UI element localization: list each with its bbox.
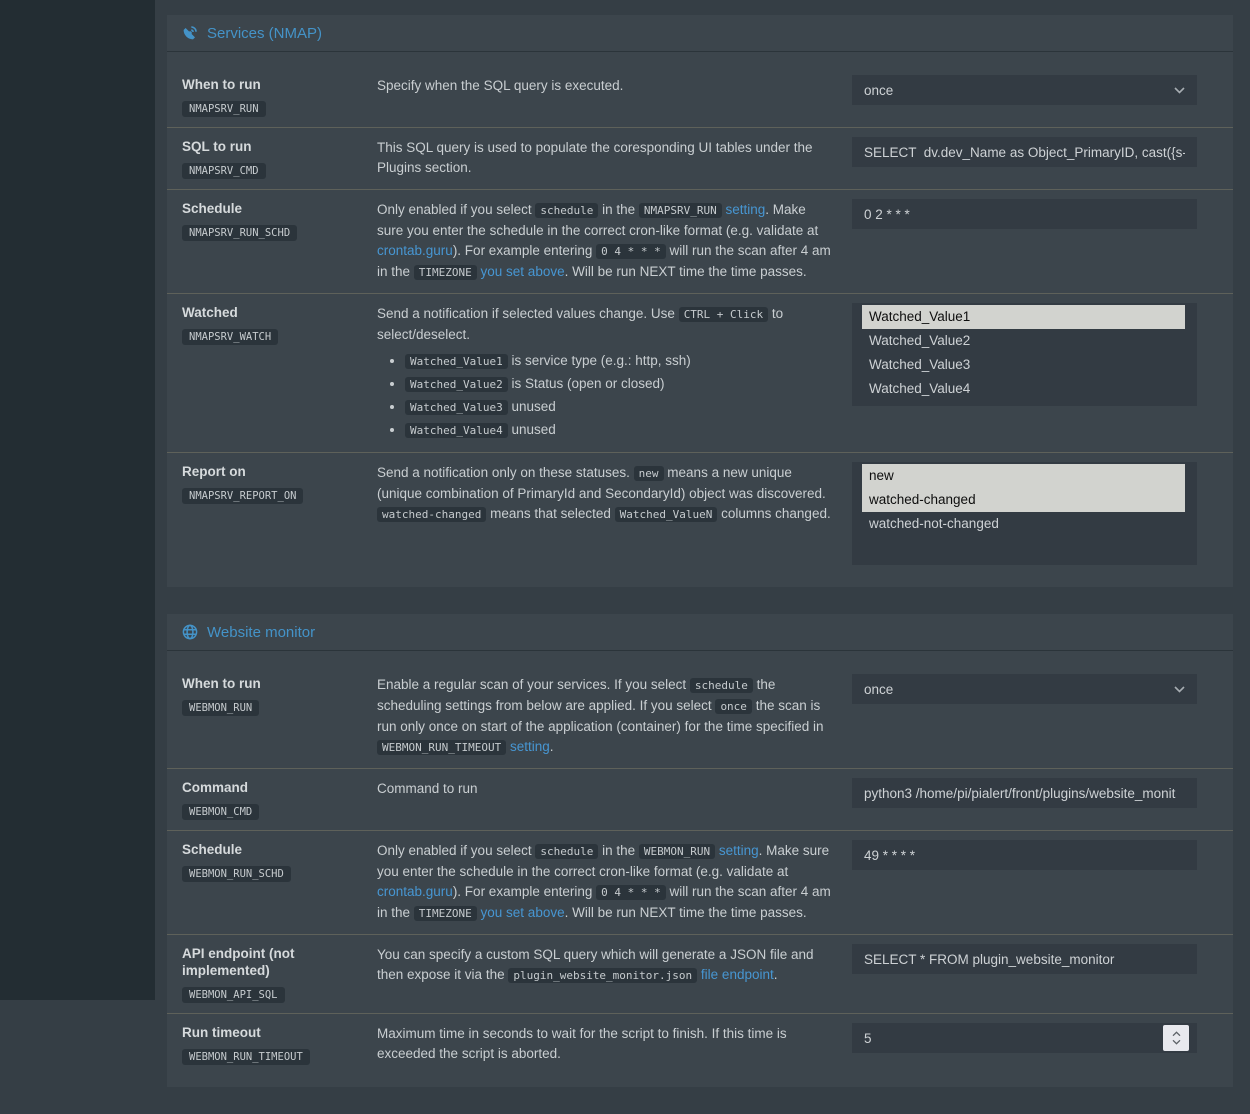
setting-label: Report on <box>182 464 246 479</box>
link[interactable]: file endpoint <box>700 967 774 982</box>
text: will run the scan after 4 am in the <box>377 884 831 920</box>
setting-control <box>852 302 1197 442</box>
listbox-option[interactable]: new <box>862 464 1185 488</box>
inline-code: 0 4 * * * <box>596 885 666 900</box>
setting-label-cell <box>182 461 377 565</box>
setting-label: Schedule <box>182 201 243 216</box>
text: ). For example entering <box>452 884 597 899</box>
text: unused <box>507 422 556 437</box>
settings-row-webmon-run-timeout <box>167 1013 1233 1087</box>
setting-control <box>852 777 1197 820</box>
text: . Make sure you enter the schedule in the correct cron-like format (e.g. validate at <box>377 202 819 238</box>
webmon-cmd-input[interactable] <box>852 778 1197 808</box>
text: Specify when the SQL query is executed. <box>377 78 624 93</box>
text: . <box>773 967 778 982</box>
link[interactable]: setting <box>725 202 766 217</box>
setting-label-cell <box>182 943 377 1003</box>
setting-description <box>377 198 852 283</box>
setting-code-badge: WEBMON_CMD <box>182 804 259 820</box>
link[interactable]: crontab.guru <box>377 884 453 899</box>
number-value: 5 <box>864 1030 872 1046</box>
settings-row-nmapsrv-run-schd <box>167 189 1233 293</box>
nmapsrv-run-select[interactable] <box>852 75 1197 105</box>
inline-code: WEBMON_RUN_TIMEOUT <box>377 740 506 755</box>
inline-code: schedule <box>535 203 598 218</box>
inline-code: CTRL + Click <box>679 307 768 322</box>
settings-row-nmapsrv-watch <box>167 293 1233 452</box>
setting-control <box>852 136 1197 179</box>
setting-code-badge: NMAPSRV_REPORT_ON <box>182 488 303 504</box>
setting-code-badge: WEBMON_RUN <box>182 700 259 716</box>
setting-description <box>377 302 852 442</box>
select-value: once <box>864 82 894 98</box>
settings-panel-website-monitor <box>167 614 1233 1087</box>
setting-label: Watched <box>182 305 238 320</box>
text: the scan is run only once on start of the application (container) for the time specified in <box>377 698 824 734</box>
inline-code: new <box>634 466 664 481</box>
select-value: once <box>864 681 894 697</box>
panel-body <box>167 52 1233 587</box>
setting-label: Schedule <box>182 842 243 857</box>
settings-row-nmapsrv-cmd <box>167 127 1233 189</box>
spinner-down-button[interactable] <box>1172 1039 1181 1045</box>
satellite-dish-icon <box>182 25 198 41</box>
chevron-down-icon <box>1174 686 1185 693</box>
settings-row-nmapsrv-report-on <box>167 452 1233 587</box>
text: Command to run <box>377 781 478 796</box>
inline-code: TIMEZONE <box>414 265 477 280</box>
setting-description <box>377 74 852 117</box>
setting-description <box>377 777 852 820</box>
chevron-down-icon <box>1174 87 1185 94</box>
bullet-item <box>405 419 834 442</box>
text: . <box>549 739 554 754</box>
globe-icon <box>182 624 198 640</box>
bullet-item <box>405 373 834 396</box>
inline-code: Watched_Value3 <box>405 400 508 415</box>
text: means a new unique (unique combination of PrimaryId and SecondaryId) object was discovered. <box>377 465 826 501</box>
setting-label-cell <box>182 777 377 820</box>
settings-row-webmon-cmd <box>167 768 1233 830</box>
inline-code: Watched_ValueN <box>615 507 718 522</box>
setting-label-cell <box>182 136 377 179</box>
text: . Make sure you enter the schedule in the correct cron-like format (e.g. validate at <box>377 843 830 879</box>
listbox-option[interactable]: Watched_Value4 <box>869 381 971 396</box>
setting-control <box>852 461 1197 565</box>
settings-panel-services-nmap <box>167 15 1233 587</box>
text: ). For example entering <box>452 243 597 258</box>
text: unused <box>507 399 556 414</box>
setting-control <box>852 198 1197 283</box>
main-content <box>155 0 1250 1114</box>
setting-code-badge: NMAPSRV_RUN_SCHD <box>182 225 297 241</box>
setting-description <box>377 461 852 565</box>
settings-row-webmon-run <box>167 651 1233 768</box>
inline-code: 0 4 * * * <box>596 244 666 259</box>
webmon-run-schd-input[interactable] <box>852 840 1197 870</box>
inline-code: schedule <box>690 678 753 693</box>
inline-code: TIMEZONE <box>414 906 477 921</box>
setting-code-badge: NMAPSRV_WATCH <box>182 329 278 345</box>
text: . Will be run NEXT time the time passes. <box>564 905 807 920</box>
text: Only enabled if you select <box>377 843 536 858</box>
section-title: Website monitor <box>207 623 316 641</box>
setting-description <box>377 673 852 758</box>
inline-code: plugin_website_monitor.json <box>508 968 697 983</box>
webmon-run-timeout-input[interactable] <box>852 1023 1197 1053</box>
link[interactable]: you set above <box>480 264 565 279</box>
link[interactable]: setting <box>509 739 550 754</box>
text: Send a notification if selected values change. Use <box>377 306 679 321</box>
setting-description <box>377 1022 852 1065</box>
text: You can specify a custom SQL query which will generate a JSON file and then expose it via the <box>377 947 814 982</box>
panel-header <box>167 15 1233 52</box>
setting-code-badge: NMAPSRV_RUN <box>182 101 266 117</box>
setting-label-cell <box>182 198 377 283</box>
setting-control <box>852 839 1197 924</box>
settings-row-webmon-run-schd <box>167 830 1233 934</box>
text: . Will be run NEXT time the time passes. <box>564 264 807 279</box>
inline-code: schedule <box>535 844 598 859</box>
text: in the <box>598 202 639 217</box>
text: Maximum time in seconds to wait for the script to finish. If this time is exceeded the script is aborted. <box>377 1026 787 1061</box>
section-title: Services (NMAP) <box>207 24 323 42</box>
link[interactable]: setting <box>718 843 759 858</box>
text: This SQL query is used to populate the coresponding UI tables under the Plugins section. <box>377 140 813 175</box>
setting-label-cell <box>182 74 377 117</box>
bullet-item <box>405 396 834 419</box>
text: is Status (open or closed) <box>507 376 665 391</box>
setting-label-cell <box>182 673 377 758</box>
setting-label: When to run <box>182 77 261 92</box>
setting-label-cell <box>182 302 377 442</box>
webmon-run-select[interactable] <box>852 674 1197 704</box>
text: means that selected <box>486 506 615 521</box>
listbox-option[interactable]: watched-changed <box>862 488 1185 512</box>
nmapsrv-report-on-listbox[interactable] <box>852 462 1197 565</box>
text: in the <box>598 843 639 858</box>
text: to select/deselect. <box>377 306 784 342</box>
setting-code-badge: WEBMON_RUN_SCHD <box>182 866 291 882</box>
text: columns changed. <box>717 506 831 521</box>
setting-code-badge: WEBMON_API_SQL <box>182 987 285 1003</box>
text: Only enabled if you select <box>377 202 536 217</box>
setting-label: Command <box>182 780 249 795</box>
panel-body <box>167 651 1233 1087</box>
nmapsrv-watch-listbox[interactable] <box>852 303 1197 406</box>
nmapsrv-cmd-input[interactable] <box>852 137 1197 167</box>
setting-label: Run timeout <box>182 1025 261 1040</box>
listbox-option[interactable]: Watched_Value1 <box>862 305 1185 329</box>
settings-row-webmon-api-sql <box>167 934 1233 1013</box>
inline-code: WEBMON_RUN <box>639 844 715 859</box>
nmapsrv-run-schd-input[interactable] <box>852 199 1197 229</box>
inline-code: Watched_Value2 <box>405 377 508 392</box>
link[interactable]: crontab.guru <box>377 243 453 258</box>
setting-label-cell <box>182 839 377 924</box>
text: is service type (e.g.: http, ssh) <box>507 353 691 368</box>
text: the scheduling settings from below are applied. If you select <box>377 677 776 713</box>
setting-control <box>852 673 1197 758</box>
inline-code: once <box>715 699 752 714</box>
link[interactable]: you set above <box>480 905 565 920</box>
listbox-option[interactable]: watched-not-changed <box>869 516 999 531</box>
settings-row-nmapsrv-run <box>167 52 1233 127</box>
setting-label: SQL to run <box>182 139 252 154</box>
inline-code: Watched_Value4 <box>405 423 508 438</box>
sidebar <box>0 0 155 1000</box>
panel-header <box>167 614 1233 651</box>
setting-description <box>377 839 852 924</box>
inline-code: NMAPSRV_RUN <box>639 203 722 218</box>
setting-code-badge: WEBMON_RUN_TIMEOUT <box>182 1049 310 1065</box>
setting-label: When to run <box>182 676 261 691</box>
setting-label: API endpoint (not implemented) <box>182 946 295 978</box>
setting-control <box>852 943 1197 1003</box>
setting-description <box>377 136 852 179</box>
number-spinner[interactable] <box>1163 1025 1189 1051</box>
setting-control <box>852 1022 1197 1065</box>
text: will run the scan after 4 am in the <box>377 243 831 279</box>
text: Enable a regular scan of your services. If you select <box>377 677 690 692</box>
setting-description <box>377 943 852 1003</box>
description-bullet-list <box>377 350 834 442</box>
text: Send a notification only on these statuses. <box>377 465 634 480</box>
bullet-item <box>405 350 834 373</box>
inline-code: watched-changed <box>377 507 486 522</box>
setting-label-cell <box>182 1022 377 1065</box>
webmon-api-sql-input[interactable] <box>852 944 1197 974</box>
listbox-option[interactable]: Watched_Value2 <box>869 333 971 348</box>
inline-code: Watched_Value1 <box>405 354 508 369</box>
setting-code-badge: NMAPSRV_CMD <box>182 163 266 179</box>
setting-control <box>852 74 1197 117</box>
spinner-up-button[interactable] <box>1172 1031 1181 1037</box>
listbox-option[interactable]: Watched_Value3 <box>869 357 971 372</box>
